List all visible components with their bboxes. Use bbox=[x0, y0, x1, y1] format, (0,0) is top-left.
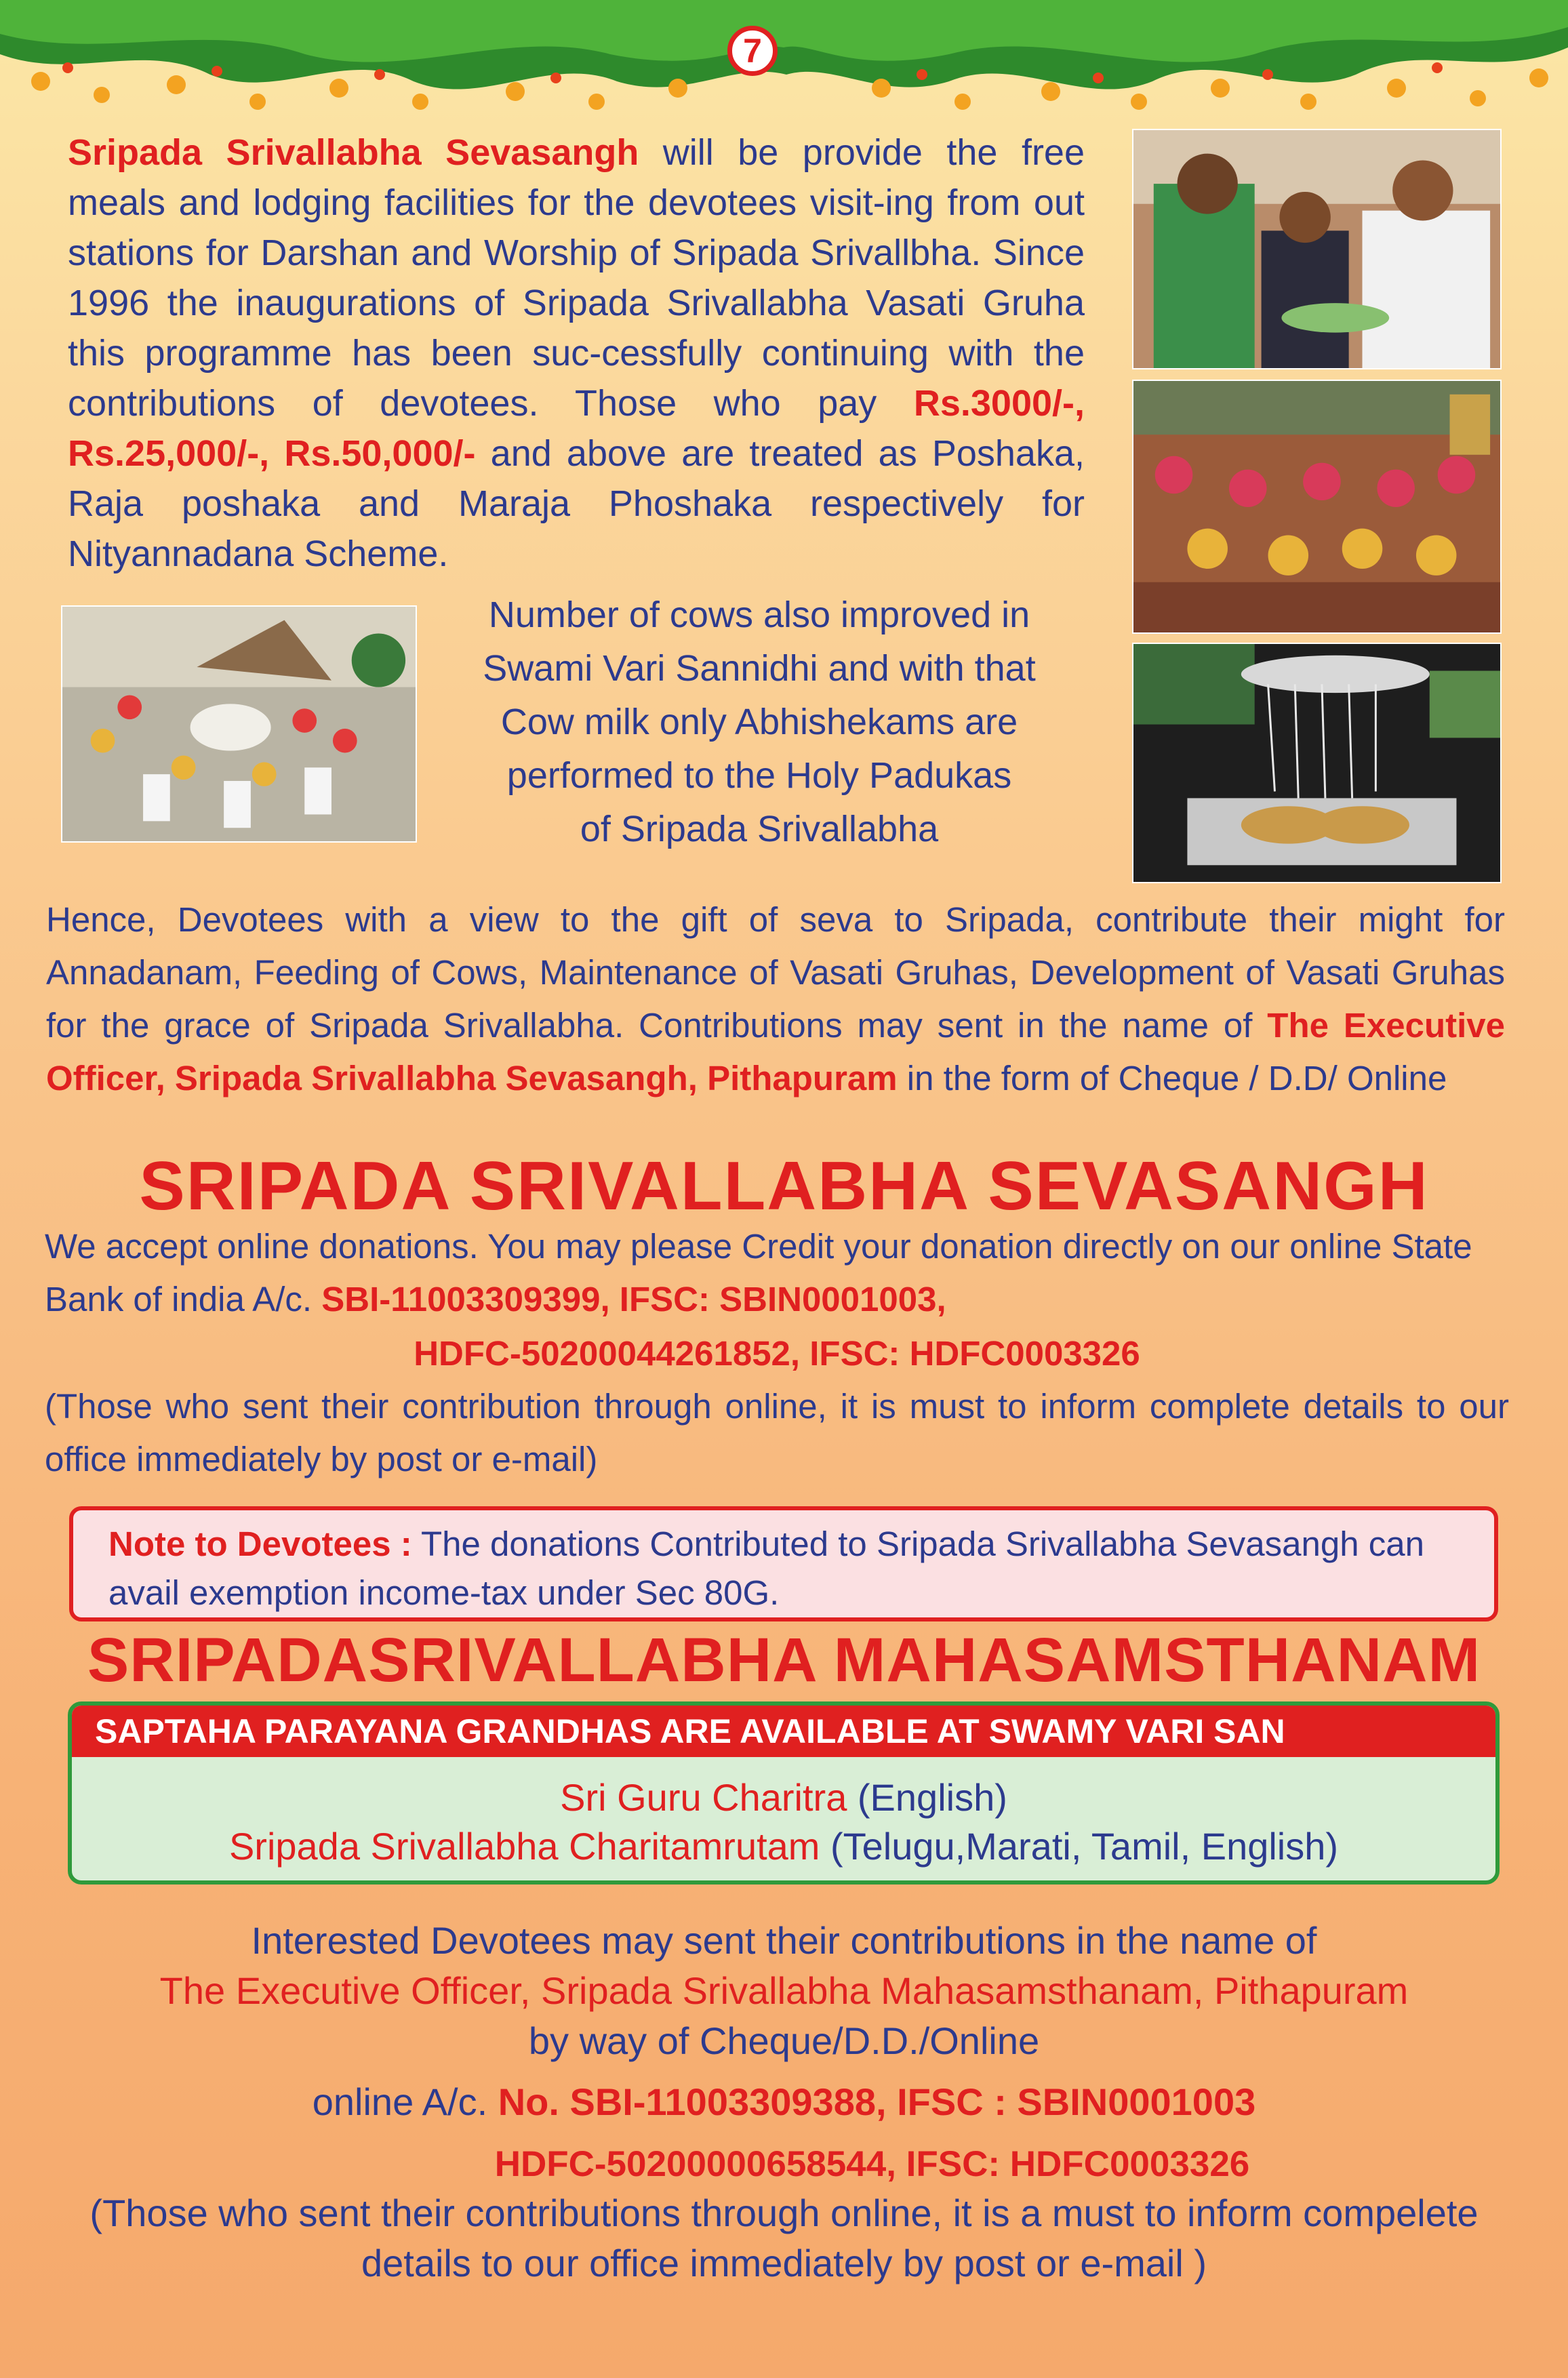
book-charitamrutam bbox=[72, 1822, 1495, 1871]
membership-amounts: Rs.3000/-, Rs.25,000/-, Rs.50,000/- bbox=[68, 383, 1085, 474]
online-prefix: online A/c. bbox=[312, 2080, 498, 2123]
page-number: 7 bbox=[727, 26, 778, 76]
photo-cow-worship bbox=[61, 605, 417, 843]
book1-language: (English) bbox=[847, 1776, 1007, 1819]
leaf-garland-decoration bbox=[0, 0, 1568, 129]
payee-name: The Executive Officer, Sripada Srivallabha Sevasangh, Pithapuram bbox=[46, 1006, 1505, 1097]
mahasamsthanam-heading: SRIPADASRIVALLABHA MAHASAMSTHANAM bbox=[87, 1626, 1481, 1695]
intro-paragraph bbox=[68, 127, 1085, 579]
hdfc-account-sevasangh: HDFC-50200044261852, IFSC: HDFC0003326 bbox=[414, 1334, 1140, 1373]
note-colon: : bbox=[390, 1525, 412, 1563]
online-account-line bbox=[41, 2077, 1527, 2127]
contribution-line-3: by way of Cheque/D.D./Online bbox=[528, 2019, 1040, 2062]
sbi-account-mahasamsthanam: No. SBI-11003309388, IFSC : SBIN0001003 bbox=[498, 2080, 1256, 2123]
book1-title: Sri Guru Charitra bbox=[560, 1776, 847, 1819]
photo-devotees-dining bbox=[1132, 380, 1502, 634]
online-text: We accept online donations. You may please Credit your donation directly on our online State Bank of india A/c. bbox=[45, 1227, 1472, 1318]
cows-paragraph bbox=[420, 588, 1098, 856]
book2-language: (Telugu,Marati, Tamil, English) bbox=[820, 1825, 1339, 1868]
sbi-account-sevasangh: SBI-11003309399, IFSC: SBIN0001003, bbox=[321, 1280, 946, 1318]
online-donation-paragraph bbox=[45, 1220, 1509, 1326]
intro-text-1: will be provide the free meals and lodging facilities for the devotees visit-ing from out stations for Darshan and Worship of Sripada Srivallbha. Since 1996 the inaugurations of Sripada Srivallabha Vasati Gruha this programme has been suc-cessfully continuing with the contributions of devotees. Those who pay bbox=[68, 132, 1085, 424]
hdfc-account-mahasamsthanam: HDFC-50200000658544, IFSC: HDFC0003326 bbox=[494, 2144, 1250, 2184]
intro-text-2: and above are treated as Poshaka, Raja poshaka and Maraja Phoshaka respectively for Nityannadana Scheme. bbox=[68, 433, 1085, 574]
saptaha-grandhas-box bbox=[68, 1701, 1500, 1885]
saptaha-banner: SAPTAHA PARAYANA GRANDHAS ARE AVAILABLE AT SWAMY VARI SAN bbox=[72, 1706, 1495, 1757]
photo-meal-serving bbox=[1132, 129, 1502, 369]
org-name: Sripada Srivallabha Sevasangh bbox=[68, 132, 639, 173]
contribution-section bbox=[41, 1916, 1527, 2066]
cows-line-1: Number of cows also improved in bbox=[488, 594, 1030, 635]
inform-notice-mahasamsthanam: (Those who sent their contributions through online, it is a must to inform compelete details to our office immediately by post or e-mail ) bbox=[89, 2192, 1479, 2284]
hence-text-2: in the form of Cheque / D.D/ Online bbox=[897, 1059, 1447, 1097]
cows-line-3: Cow milk only Abhishekams are bbox=[500, 702, 1018, 742]
photo-abhishekam-padukas bbox=[1132, 643, 1502, 883]
cows-line-2: Swami Vari Sannidhi and with that bbox=[483, 648, 1036, 689]
book2-title: Sripada Srivallabha Charitamrutam bbox=[228, 1825, 820, 1868]
note-text: The donations Contributed to Sripada Srivallabha Sevasangh can avail exemption income-tax under Sec 80G. bbox=[108, 1525, 1424, 1612]
cows-line-5: of Sripada Srivallabha bbox=[580, 809, 939, 849]
contribution-line-1: Interested Devotees may sent their contributions in the name of bbox=[251, 1919, 1317, 1962]
note-label: Note to Devotees bbox=[108, 1525, 391, 1563]
hence-text-1: Hence, Devotees with a view to the gift of seva to Sripada, contribute their might for Annadanam, Feeding of Cows, Maintenance of Vasati Gruhas, Development of Vasati Gruhas for the grace of Sripada Srivallabha. Contributions may sent in the name of bbox=[46, 900, 1505, 1045]
note-to-devotees-box bbox=[69, 1506, 1498, 1621]
inform-notice-sevasangh: (Those who sent their contribution through online, it is must to inform complete details to our office immediately by post or e-mail) bbox=[45, 1387, 1509, 1478]
hence-paragraph bbox=[46, 893, 1505, 1105]
sevasangh-heading: SRIPADA SRIVALLABHA SEVASANGH bbox=[139, 1148, 1429, 1224]
book-guru-charitra bbox=[72, 1773, 1495, 1822]
cows-line-4: performed to the Holy Padukas bbox=[506, 755, 1012, 796]
contribution-payee: The Executive Officer, Sripada Srivallabha Mahasamsthanam, Pithapuram bbox=[159, 1969, 1409, 2012]
